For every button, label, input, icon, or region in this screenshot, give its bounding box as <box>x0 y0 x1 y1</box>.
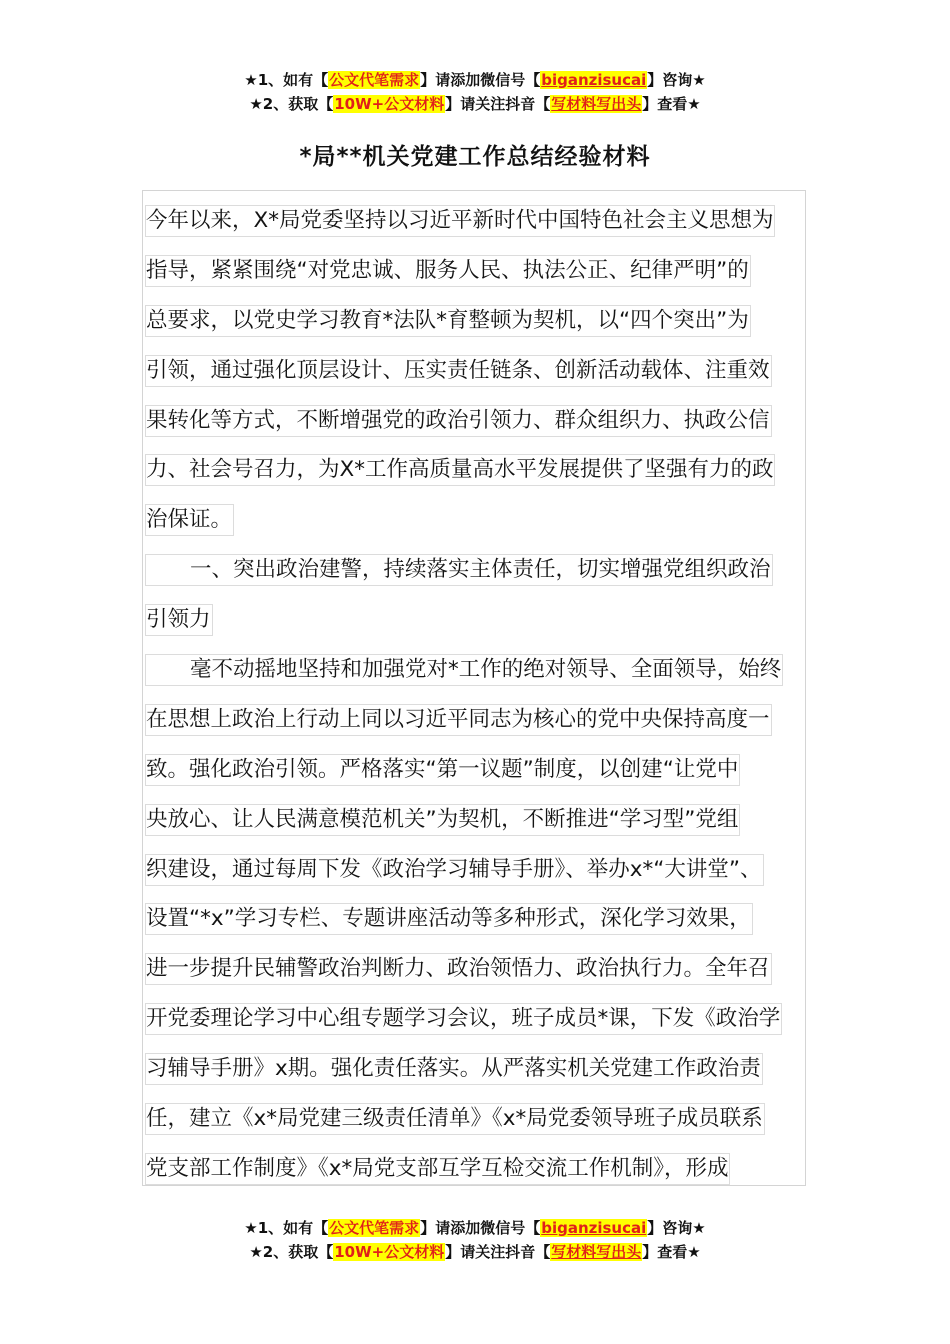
body-line: 织建设，通过每周下发《政治学习辅导手册》、举办x*“大讲堂”、 <box>145 845 817 895</box>
document-title: *局**机关党建工作总结经验材料 <box>299 144 651 170</box>
body-line: 果转化等方式，不断增强党的政治引领力、群众组织力、执政公信 <box>145 396 817 446</box>
promo-line-2: ★2、获取【10W+公文材料】请关注抖音【写材料写出头】查看★ <box>249 1243 701 1261</box>
body-line: 设置“*x”学习专栏、专题讲座活动等多种形式，深化学习效果， <box>145 894 817 944</box>
header-promo-banner <box>0 68 950 116</box>
section-heading-line: 引领力 <box>145 595 817 645</box>
promo-highlight-service: 公文代笔需求 <box>329 1219 420 1237</box>
body-line: 在思想上政治上行动上同以习近平同志为核心的党中央保持高度一 <box>145 695 817 745</box>
body-line: 毫不动摇地坚持和加强党对*工作的绝对领导、全面领导，始终 <box>145 645 817 695</box>
douyin-account: 写材料写出头 <box>551 95 642 113</box>
promo-highlight-service: 公文代笔需求 <box>329 71 420 89</box>
document-body <box>145 196 817 1194</box>
body-line: 力、社会号召力，为X*工作高质量高水平发展提供了坚强有力的政 <box>145 445 817 495</box>
body-line: 习辅导手册》x期。强化责任落实。从严落实机关党建工作政治责 <box>145 1044 817 1094</box>
body-line: 党支部工作制度》《x*局党支部互学互检交流工作机制》，形成 <box>145 1144 817 1194</box>
promo-line-1: ★1、如有【公文代笔需求】请添加微信号【biganzisucai】咨询★ <box>244 71 706 89</box>
body-line: 今年以来，X*局党委坚持以习近平新时代中国特色社会主义思想为 <box>145 196 817 246</box>
body-line: 任，建立《x*局党建三级责任清单》《x*局党委领导班子成员联系 <box>145 1094 817 1144</box>
body-line: 引领，通过强化顶层设计、压实责任链条、创新活动载体、注重效 <box>145 346 817 396</box>
body-line: 开党委理论学习中心组专题学习会议，班子成员*课，下发《政治学 <box>145 994 817 1044</box>
body-line: 致。强化政治引领。严格落实“第一议题”制度，以创建“让党中 <box>145 745 817 795</box>
body-line: 治保证。 <box>145 495 817 545</box>
body-line: 指导，紧紧围绕“对党忠诚、服务人民、执法公正、纪律严明”的 <box>145 246 817 296</box>
footer-promo-banner <box>0 1216 950 1264</box>
section-heading-line: 一、突出政治建警，持续落实主体责任，切实增强党组织政治 <box>145 545 817 595</box>
promo-highlight-materials: 10W+公文材料 <box>334 1243 445 1261</box>
wechat-id: biganzisucai <box>541 71 647 89</box>
douyin-account: 写材料写出头 <box>551 1243 642 1261</box>
wechat-id: biganzisucai <box>541 1219 647 1237</box>
promo-highlight-materials: 10W+公文材料 <box>334 95 445 113</box>
body-line: 进一步提升民辅警政治判断力、政治领悟力、政治执行力。全年召 <box>145 944 817 994</box>
promo-line-1: ★1、如有【公文代笔需求】请添加微信号【biganzisucai】咨询★ <box>244 1219 706 1237</box>
body-line: 央放心、让人民满意模范机关”为契机，不断推进“学习型”党组 <box>145 795 817 845</box>
body-line: 总要求，以党史学习教育*法队*育整顿为契机，以“四个突出”为 <box>145 296 817 346</box>
promo-line-2: ★2、获取【10W+公文材料】请关注抖音【写材料写出头】查看★ <box>249 95 701 113</box>
